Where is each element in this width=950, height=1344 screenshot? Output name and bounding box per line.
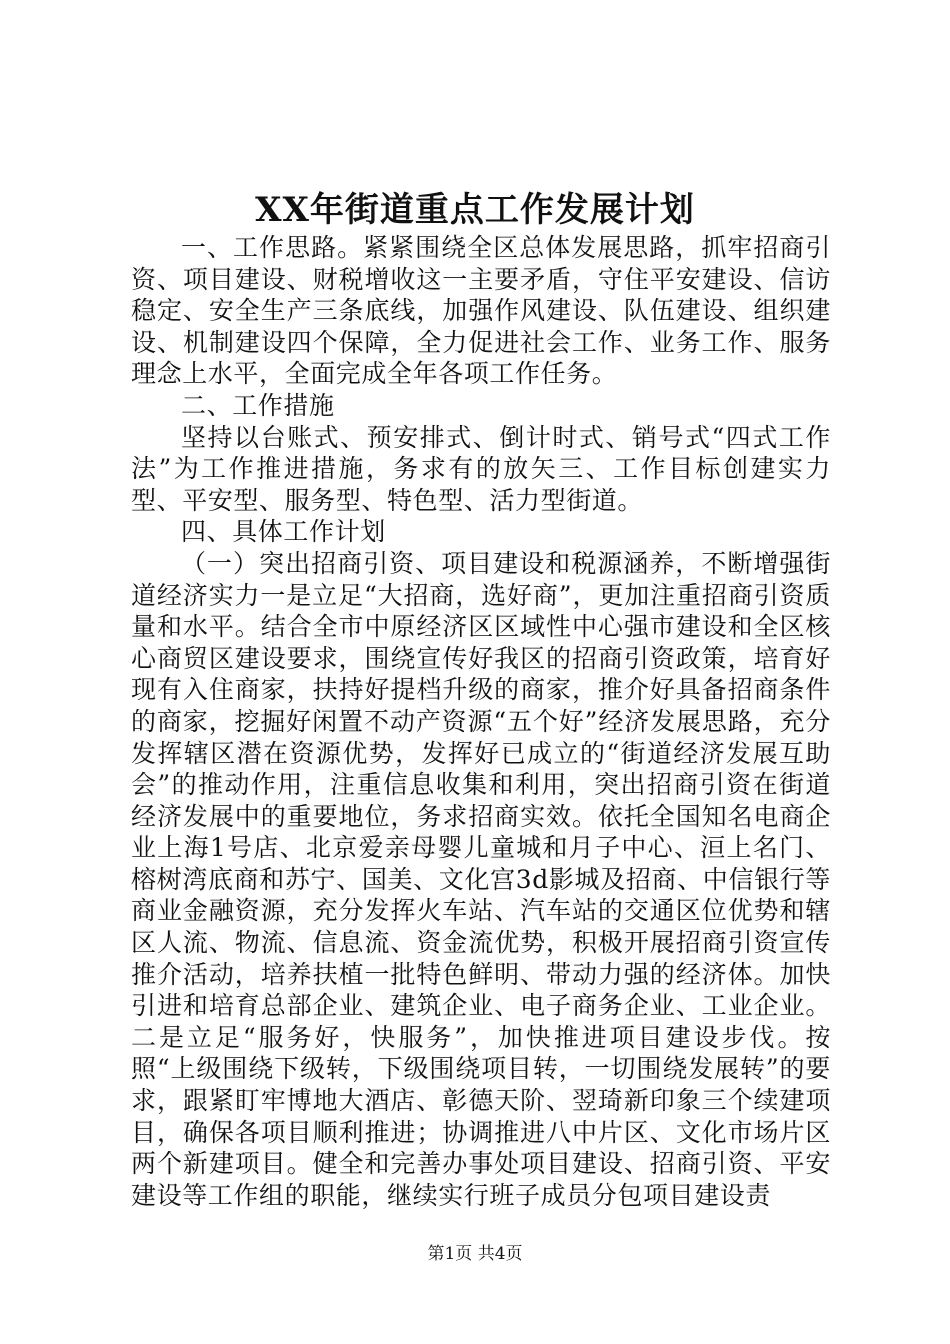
document-title: XX年街道重点工作发展计划 [255,190,695,230]
heading-work-measures: 二、工作措施 [181,390,335,420]
page-number-footer: 第1页 共4页 [427,1244,523,1264]
paragraph-work-measures: 坚持以台账式、预安排式、倒计时式、销号式“四式工作法”为工作推进措施，务求有的放矢三、工作目标创建实力型、平安型、服务型、特色型、活力型街道。 [131,422,831,515]
paragraph-work-approach: 一、工作思路。紧紧围绕全区总体发展思路，抓牢招商引资、项目建设、财税增收这一主要矛盾，守住平安建设、信访稳定、安全生产三条底线，加强作风建设、队伍建设、组织建设、机制建设四个保障，全力促进社会工作、业务工作、服务理念上水平，全面完成全年各项工作任务。 [131,233,831,389]
heading-specific-plan: 四、具体工作计划 [181,517,386,547]
paragraph-specific-plan: （一）突出招商引资、项目建设和税源涵养，不断增强街道经济实力一是立足“大招商，选好商”，更加注重招商引资质量和水平。结合全市中原经济区区域性中心强市建设和全区核心商贸区建设要求，围绕宣传好我区的招商引资政策，培育好现有入住商家，扶持好提档升级的商家，推介好具备招商条件的商家，挖掘好闲置不动产资源“五个好”经济发展思路，充分发挥辖区潜在资源优势，发挥好已成立的“街道经济发展互助会”的推动作用，注重信息收集和利用，突出招商引资在街道经济发展中的重要地位，务求招商实效。依托全国知名电商企业上海1号店、北京爱亲母婴儿童城和月子中心、洹上名门、榕树湾底商和苏宁、国美、文化宫3d影城及招商、中信银行等商业金融资源，充分发挥火车站、汽车站的交通区位优势和辖区人流、物流、信息流、资金流优势，积极开展招商引资宣传推介活动，培养扶植一批特色鲜明、带动力强的经济体。加快引进和培育总部企业、建筑企业、电子商务企业、工业企业。二是立足“服务好，快服务”，加快推进项目建设步伐。按照“上级围绕下级转，下级围绕项目转，一切围绕发展转”的要求，跟紧盯牢博地大酒店、彰德天阶、翌琦新印象三个续建项目，确保各项目顺利推进；协调推进八中片区、文化市场片区两个新建项目。健全和完善办事处项目建设、招商引资、平安建设等工作组的职能，继续实行班子成员分包项目建设责 [131,548,831,1210]
document-body [131,232,831,1211]
